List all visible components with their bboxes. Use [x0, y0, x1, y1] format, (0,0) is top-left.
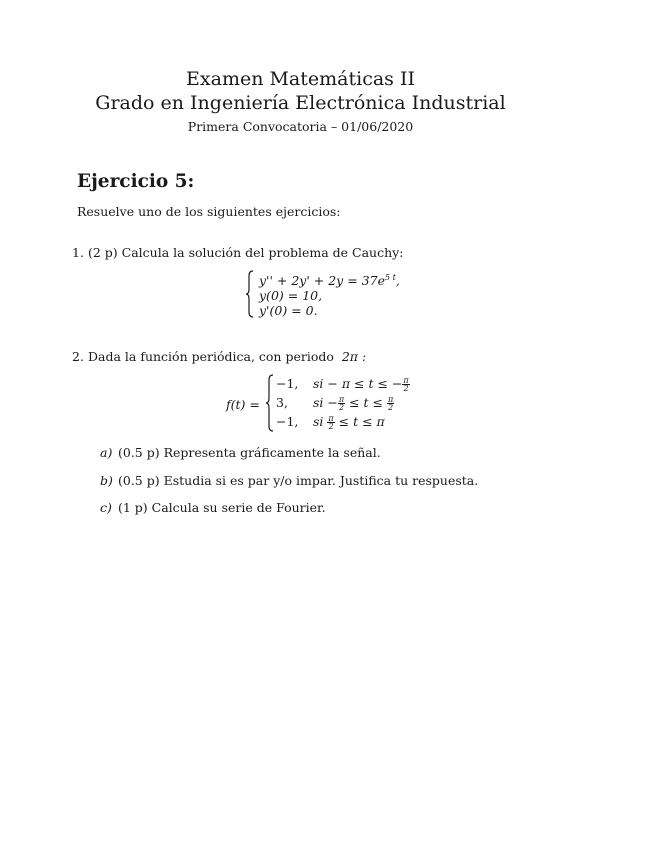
problem-2 [72, 349, 366, 364]
initial-condition-dy: y'(0) = 0. [259, 303, 318, 318]
problem-2-number: 2. [72, 349, 84, 364]
subpart-a: a) (0.5 p) Representa gráficamente la señal. [100, 445, 381, 460]
cauchy-system [245, 270, 400, 318]
case-row-2: 3, si − $\frac{\pi}{2}$ ≤ t ≤ $\frac{\pi}{2}$ [276, 395, 394, 412]
exercise-title: Ejercicio 5: [77, 171, 195, 192]
problem-1-number: 1. [72, 245, 84, 260]
exam-title: Examen Matemáticas II [186, 68, 415, 90]
equation-ode: $y'' + 2y' + 2y = 37e^{5 t}$, [259, 273, 400, 288]
subpart-c: c) (1 p) Calcula su serie de Fourier. [100, 500, 326, 515]
problem-1 [72, 245, 403, 260]
subpart-b: b) (0.5 p) Estudia si es par y/o impar. Justifica tu respuesta. [100, 473, 479, 488]
period-value: 2π : [341, 349, 367, 364]
case-row-1: −1, si − π ≤ t ≤ − $\frac{\pi}{2}$ [276, 376, 409, 393]
left-brace-icon [265, 374, 275, 432]
exercise-intro: Resuelve uno de los siguientes ejercicios: [77, 204, 341, 219]
problem-1-text: (2 p) Calcula la solución del problema de Cauchy: [88, 245, 404, 260]
exam-date: Primera Convocatoria – 01/06/2020 [187, 119, 414, 134]
initial-condition-y: y(0) = 10, [259, 288, 323, 303]
function-lhs: f(t) = [226, 397, 260, 412]
problem-2-text: Dada la función periódica, con periodo [88, 349, 334, 364]
degree-title: Grado en Ingeniería Electrónica Industrial [95, 92, 506, 114]
left-brace-icon [245, 270, 255, 318]
case-row-3: −1, si $\frac{\pi}{2}$ ≤ t ≤ π [276, 414, 385, 431]
